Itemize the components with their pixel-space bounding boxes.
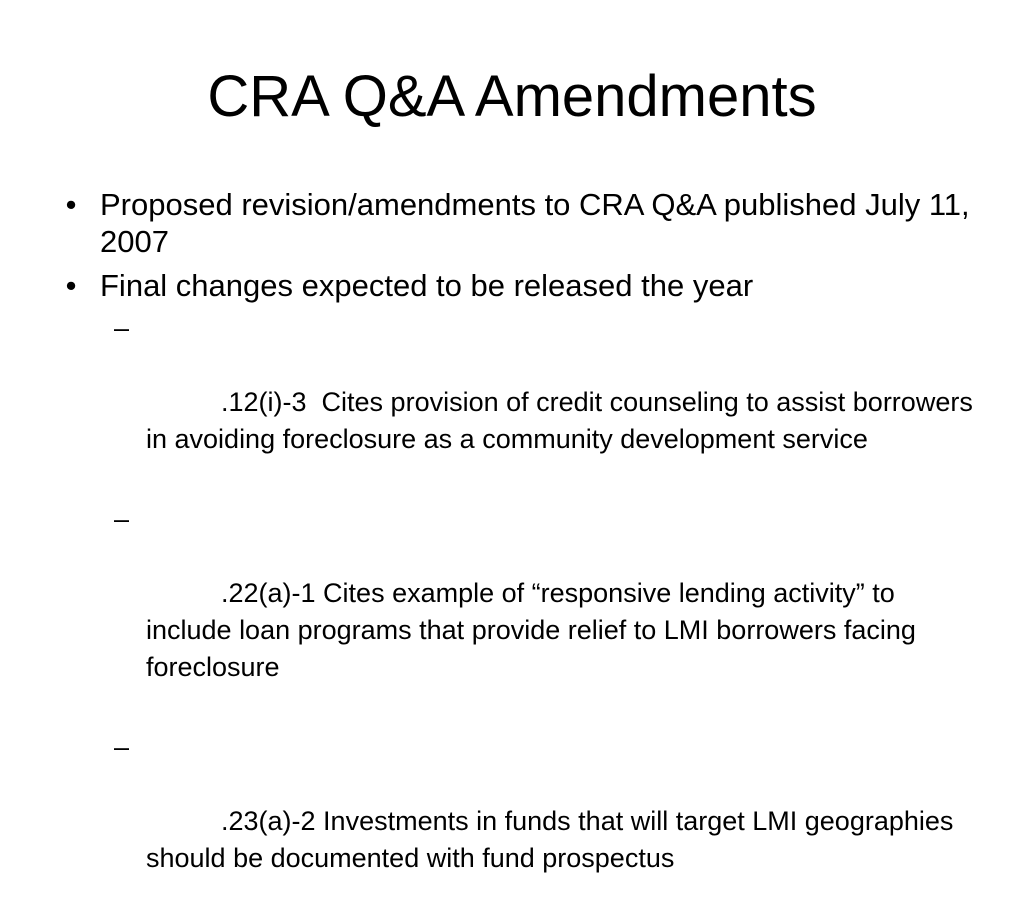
slide-title: CRA Q&A Amendments [207,64,817,129]
sub-bullet-marker: – [114,313,130,343]
sub-bullet-marker: – [114,504,130,534]
bullet-marker: • [65,268,77,303]
bullet-marker: • [65,187,77,222]
bullet-text: Final changes expected to be released the year [100,268,754,303]
bullet-item [56,186,976,260]
sub-bullet-item [56,310,981,495]
bullet-list [56,186,981,921]
bullet-text: Proposed revision/amendments to CRA Q&A published July 11, 2007 [100,187,970,259]
bullet-item [56,267,981,914]
sub-bullet-marker: – [114,732,130,762]
sub-bullet-text: .12(i)-3 Cites provision of credit counseling to assist borrowers in avoiding foreclosure as a community development service [146,387,981,454]
sub-bullet-item [56,729,976,914]
sub-bullet-list [56,310,981,914]
sub-bullet-text: .22(a)-1 Cites example of “responsive lending activity” to include loan programs that provide relief to LMI borrowers facing foreclosure [146,578,924,682]
sub-bullet-text: .23(a)-2 Investments in funds that will target LMI geographies should be documented with fund prospectus [146,806,961,873]
sub-bullet-item [56,501,976,723]
